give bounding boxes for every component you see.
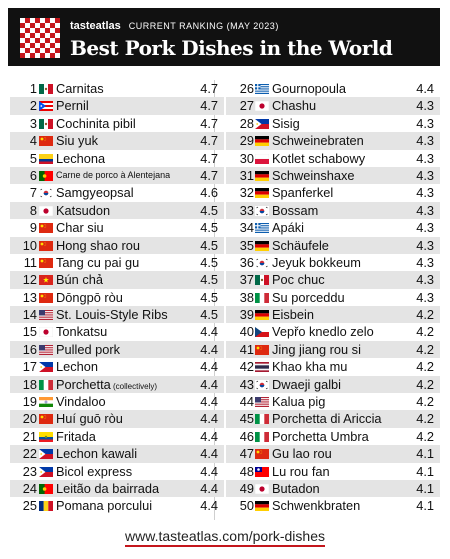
- rating-score: 4.3: [416, 272, 434, 288]
- table-row: [10, 497, 224, 514]
- germany-flag-icon: [255, 136, 269, 146]
- table-row: [10, 410, 224, 427]
- germany-flag-icon: [255, 188, 269, 198]
- table-row: [226, 306, 440, 323]
- italy-flag-icon: [255, 414, 269, 424]
- dish-name: Dwaeji galbi: [272, 376, 341, 392]
- rank-number: 48: [239, 463, 254, 479]
- rank-number: 40: [239, 324, 254, 340]
- dish-name: Schäufele: [272, 237, 329, 253]
- table-row: [10, 202, 224, 219]
- south-korea-flag-icon: [255, 206, 269, 216]
- table-row: [226, 341, 440, 358]
- dish-name: St. Louis-Style Ribs: [56, 307, 168, 323]
- philippines-flag-icon: [255, 119, 269, 129]
- rank-number: 37: [239, 272, 254, 288]
- portugal-flag-icon: [39, 171, 53, 181]
- table-row: [226, 463, 440, 480]
- china-flag-icon: [255, 345, 269, 355]
- ranking-subtitle: CURRENT RANKING (MAY 2023): [128, 21, 279, 31]
- table-row: [226, 358, 440, 375]
- table-row: [226, 184, 440, 201]
- rating-score: 4.2: [416, 376, 434, 392]
- rating-score: 4.3: [416, 237, 434, 253]
- dish-name: Vepřo knedlo zelo: [272, 324, 374, 340]
- rank-number: 33: [239, 202, 254, 218]
- china-flag-icon: [39, 223, 53, 233]
- dish-name: Dōngpō ròu: [56, 289, 123, 305]
- dish-name: Kalua pig: [272, 394, 326, 410]
- rank-number: 38: [239, 289, 254, 305]
- table-row: [10, 254, 224, 271]
- china-flag-icon: [39, 241, 53, 251]
- rating-score: 4.2: [416, 341, 434, 357]
- table-row: [226, 115, 440, 132]
- table-row: [226, 445, 440, 462]
- table-row: [226, 497, 440, 514]
- japan-flag-icon: [255, 101, 269, 111]
- rank-number: 26: [239, 81, 254, 96]
- rating-score: 4.2: [416, 307, 434, 323]
- dish-name: Jeyuk bokkeum: [272, 254, 361, 270]
- rank-number: 45: [239, 411, 254, 427]
- rating-score: 4.7: [200, 150, 218, 166]
- philippines-flag-icon: [39, 449, 53, 459]
- dish-name: Gu lao rou: [272, 446, 332, 462]
- dish-name: Vindaloo: [56, 394, 106, 410]
- rating-score: 4.1: [416, 463, 434, 479]
- dish-name: Lechona: [56, 150, 106, 166]
- germany-flag-icon: [255, 171, 269, 181]
- rank-number: 22: [22, 446, 37, 462]
- rating-score: 4.5: [200, 237, 218, 253]
- table-row: [10, 184, 224, 201]
- vietnam-flag-icon: [39, 275, 53, 285]
- dish-name: Porchetta (collectively): [56, 376, 158, 392]
- rank-number: 49: [239, 480, 254, 496]
- rating-score: 4.4: [200, 446, 218, 462]
- dish-name: Poc chuc: [272, 272, 325, 288]
- rating-score: 4.5: [200, 307, 218, 323]
- rating-score: 4.7: [200, 167, 218, 183]
- mexico-flag-icon: [255, 275, 269, 285]
- rank-number: 47: [239, 446, 254, 462]
- japan-flag-icon: [39, 206, 53, 216]
- rating-score: 4.4: [200, 428, 218, 444]
- rank-number: 35: [239, 237, 254, 253]
- rank-number: 14: [22, 307, 37, 323]
- japan-flag-icon: [39, 327, 53, 337]
- rank-number: 11: [23, 254, 37, 270]
- philippines-flag-icon: [39, 362, 53, 372]
- footer-url[interactable]: www.tasteatlas.com/pork-dishes: [125, 528, 325, 547]
- table-row: [10, 323, 224, 340]
- table-row: [10, 463, 224, 480]
- rating-score: 4.3: [416, 150, 434, 166]
- dish-name: Sisig: [272, 115, 300, 131]
- thailand-flag-icon: [255, 362, 269, 372]
- dish-name: Porchetta di Ariccia: [272, 411, 382, 427]
- footer-link[interactable]: [0, 528, 450, 544]
- rank-number: 1: [29, 81, 37, 96]
- table-row: [226, 132, 440, 149]
- rating-score: 4.1: [416, 446, 434, 462]
- rating-score: 4.3: [416, 98, 434, 114]
- dish-name: Carne de porco à Alentejana: [56, 169, 171, 180]
- mexico-flag-icon: [39, 84, 53, 94]
- table-row: [226, 323, 440, 340]
- rating-score: 4.2: [416, 359, 434, 375]
- rating-score: 4.5: [200, 254, 218, 270]
- czech-flag-icon: [255, 327, 269, 337]
- table-row: [10, 393, 224, 410]
- rank-number: 23: [22, 463, 37, 479]
- table-row: [10, 376, 224, 393]
- usa-flag-icon: [39, 310, 53, 320]
- rating-score: 4.5: [200, 272, 218, 288]
- puerto-rico-flag-icon: [39, 101, 53, 111]
- rating-score: 4.4: [200, 376, 218, 392]
- south-korea-flag-icon: [39, 188, 53, 198]
- rank-number: 8: [29, 202, 37, 218]
- table-row: [226, 97, 440, 114]
- table-row: [226, 289, 440, 306]
- table-row: [226, 376, 440, 393]
- table-row: [10, 358, 224, 375]
- rank-number: 2: [29, 98, 37, 114]
- table-row: [10, 428, 224, 445]
- usa-flag-icon: [39, 345, 53, 355]
- table-row: [226, 202, 440, 219]
- table-row: [10, 115, 224, 132]
- dish-name: Kotlet schabowy: [272, 150, 366, 166]
- rating-score: 4.4: [200, 411, 218, 427]
- rank-number: 21: [22, 428, 37, 444]
- rating-score: 4.4: [200, 463, 218, 479]
- dish-name: Bicol express: [56, 463, 133, 479]
- rating-score: 4.7: [200, 81, 218, 96]
- dish-name: Chashu: [272, 98, 317, 114]
- rank-number: 12: [22, 272, 37, 288]
- table-row: [10, 167, 224, 184]
- dish-name: Leitão da bairrada: [56, 480, 160, 496]
- rank-number: 43: [239, 376, 254, 392]
- table-row: [226, 271, 440, 288]
- dish-name: Jing jiang rou si: [272, 341, 361, 357]
- india-flag-icon: [39, 397, 53, 407]
- tasteatlas-logo-icon: [20, 18, 60, 58]
- dish-name: Schwenkbraten: [272, 498, 361, 514]
- rating-score: 4.4: [416, 81, 434, 96]
- rank-number: 34: [239, 220, 254, 236]
- rating-score: 4.4: [200, 324, 218, 340]
- germany-flag-icon: [255, 501, 269, 511]
- dish-name: Huí guō ròu: [56, 411, 123, 427]
- rank-number: 32: [239, 185, 254, 201]
- rank-number: 25: [22, 498, 37, 514]
- table-row: [10, 341, 224, 358]
- germany-flag-icon: [255, 310, 269, 320]
- dish-name: Tang cu pai gu: [56, 254, 140, 270]
- rank-number: 19: [22, 394, 37, 410]
- table-row: [10, 306, 224, 323]
- ranking-column-left: [10, 80, 224, 515]
- dish-name: Apáki: [272, 220, 305, 236]
- rating-score: 4.7: [200, 98, 218, 114]
- table-row: [10, 97, 224, 114]
- dish-name: Su porceddu: [272, 289, 345, 305]
- rank-number: 41: [239, 341, 254, 357]
- italy-flag-icon: [39, 380, 53, 390]
- table-row: [226, 80, 440, 97]
- table-row: [226, 219, 440, 236]
- rank-number: 50: [239, 498, 254, 514]
- table-row: [10, 132, 224, 149]
- header-banner: [8, 8, 440, 66]
- dish-name: Gournopoula: [272, 81, 346, 96]
- rating-score: 4.3: [416, 133, 434, 149]
- dish-name: Lechon kawali: [56, 446, 138, 462]
- usa-flag-icon: [255, 397, 269, 407]
- dish-name: Spanferkel: [272, 185, 334, 201]
- rating-score: 4.4: [200, 359, 218, 375]
- dish-name: Pomana porcului: [56, 498, 153, 514]
- rank-number: 29: [239, 133, 254, 149]
- table-row: [226, 167, 440, 184]
- rating-score: 4.3: [416, 167, 434, 183]
- dish-name: Pernil: [56, 98, 89, 114]
- rank-number: 4: [29, 133, 37, 149]
- table-row: [226, 480, 440, 497]
- ranking-column-right: [226, 80, 440, 515]
- rank-number: 46: [239, 428, 254, 444]
- dish-name: Pulled pork: [56, 341, 121, 357]
- dish-name: Khao kha mu: [272, 359, 348, 375]
- rating-score: 4.3: [416, 115, 434, 131]
- ecuador-flag-icon: [39, 432, 53, 442]
- brand-name: tasteatlas: [70, 20, 121, 32]
- dish-name: Samgyeopsal: [56, 185, 134, 201]
- rank-number: 16: [22, 341, 37, 357]
- rating-score: 4.3: [416, 220, 434, 236]
- dish-name: Porchetta Umbra: [272, 428, 369, 444]
- dish-name: Bún chả: [56, 272, 103, 288]
- table-row: [226, 237, 440, 254]
- dish-name: Butadon: [272, 480, 320, 496]
- dish-name: Bossam: [272, 202, 319, 218]
- dish-name: Lechon: [56, 359, 98, 375]
- china-flag-icon: [39, 258, 53, 268]
- table-row: [226, 150, 440, 167]
- dish-name: Char siu: [56, 220, 104, 236]
- rating-score: 4.4: [200, 394, 218, 410]
- rating-score: 4.7: [200, 133, 218, 149]
- rating-score: 4.1: [416, 480, 434, 496]
- rank-number: 6: [29, 167, 37, 183]
- table-row: [10, 480, 224, 497]
- table-row: [10, 80, 224, 97]
- rank-number: 20: [22, 411, 37, 427]
- china-flag-icon: [39, 293, 53, 303]
- greece-flag-icon: [255, 223, 269, 233]
- rating-score: 4.4: [200, 480, 218, 496]
- dish-name: Eisbein: [272, 307, 314, 323]
- rank-number: 36: [239, 254, 254, 270]
- table-row: [10, 237, 224, 254]
- rating-score: 4.5: [200, 289, 218, 305]
- dish-name: Carnitas: [56, 81, 104, 96]
- taiwan-flag-icon: [255, 467, 269, 477]
- table-row: [10, 150, 224, 167]
- dish-note: (collectively): [110, 381, 158, 391]
- rank-number: 17: [22, 359, 37, 375]
- rank-number: 30: [239, 150, 254, 166]
- romania-flag-icon: [39, 501, 53, 511]
- rating-score: 4.3: [416, 185, 434, 201]
- portugal-flag-icon: [39, 484, 53, 494]
- dish-name: Fritada: [56, 428, 96, 444]
- china-flag-icon: [39, 136, 53, 146]
- rating-score: 4.1: [416, 498, 434, 514]
- dish-name: Cochinita pibil: [56, 115, 136, 131]
- dish-name: Katsudon: [56, 202, 111, 218]
- japan-flag-icon: [255, 484, 269, 494]
- south-korea-flag-icon: [255, 380, 269, 390]
- greece-flag-icon: [255, 84, 269, 94]
- rating-score: 4.3: [416, 254, 434, 270]
- table-row: [226, 393, 440, 410]
- colombia-flag-icon: [39, 154, 53, 164]
- rank-number: 15: [22, 324, 37, 340]
- rank-number: 7: [29, 185, 37, 201]
- china-flag-icon: [255, 449, 269, 459]
- table-row: [10, 219, 224, 236]
- rating-score: 4.3: [416, 289, 434, 305]
- rank-number: 24: [22, 480, 37, 496]
- rating-score: 4.7: [200, 115, 218, 131]
- dish-name: Tonkatsu: [56, 324, 108, 340]
- table-row: [226, 428, 440, 445]
- south-korea-flag-icon: [255, 258, 269, 268]
- rank-number: 39: [239, 307, 254, 323]
- dish-name: Hong shao rou: [56, 237, 140, 253]
- poland-flag-icon: [255, 154, 269, 164]
- rank-number: 9: [29, 220, 37, 236]
- dish-name: Schweinshaxe: [272, 167, 355, 183]
- rating-score: 4.2: [416, 428, 434, 444]
- dish-name: Siu yuk: [56, 133, 98, 149]
- rank-number: 42: [239, 359, 254, 375]
- philippines-flag-icon: [39, 467, 53, 477]
- rank-number: 31: [239, 167, 254, 183]
- table-row: [226, 410, 440, 427]
- germany-flag-icon: [255, 241, 269, 251]
- rank-number: 10: [22, 237, 37, 253]
- dish-name: Schweinebraten: [272, 133, 364, 149]
- brand-line: [70, 20, 279, 32]
- rating-score: 4.6: [200, 185, 218, 201]
- rating-score: 4.2: [416, 411, 434, 427]
- table-row: [226, 254, 440, 271]
- china-flag-icon: [39, 414, 53, 424]
- italy-flag-icon: [255, 293, 269, 303]
- rank-number: 18: [22, 376, 37, 392]
- rating-score: 4.2: [416, 394, 434, 410]
- italy-flag-icon: [255, 432, 269, 442]
- rank-number: 44: [239, 394, 254, 410]
- dish-name: Lu rou fan: [272, 463, 330, 479]
- rating-score: 4.5: [200, 202, 218, 218]
- rating-score: 4.5: [200, 220, 218, 236]
- rank-number: 13: [22, 289, 37, 305]
- rank-number: 28: [239, 115, 254, 131]
- mexico-flag-icon: [39, 119, 53, 129]
- rank-number: 3: [29, 115, 37, 131]
- table-row: [10, 271, 224, 288]
- rank-number: 27: [239, 98, 254, 114]
- table-row: [10, 445, 224, 462]
- table-row: [10, 289, 224, 306]
- page-title: Best Pork Dishes in the World: [70, 36, 393, 60]
- rating-score: 4.3: [416, 202, 434, 218]
- rating-score: 4.4: [200, 341, 218, 357]
- rating-score: 4.2: [416, 324, 434, 340]
- rating-score: 4.4: [200, 498, 218, 514]
- rank-number: 5: [29, 150, 37, 166]
